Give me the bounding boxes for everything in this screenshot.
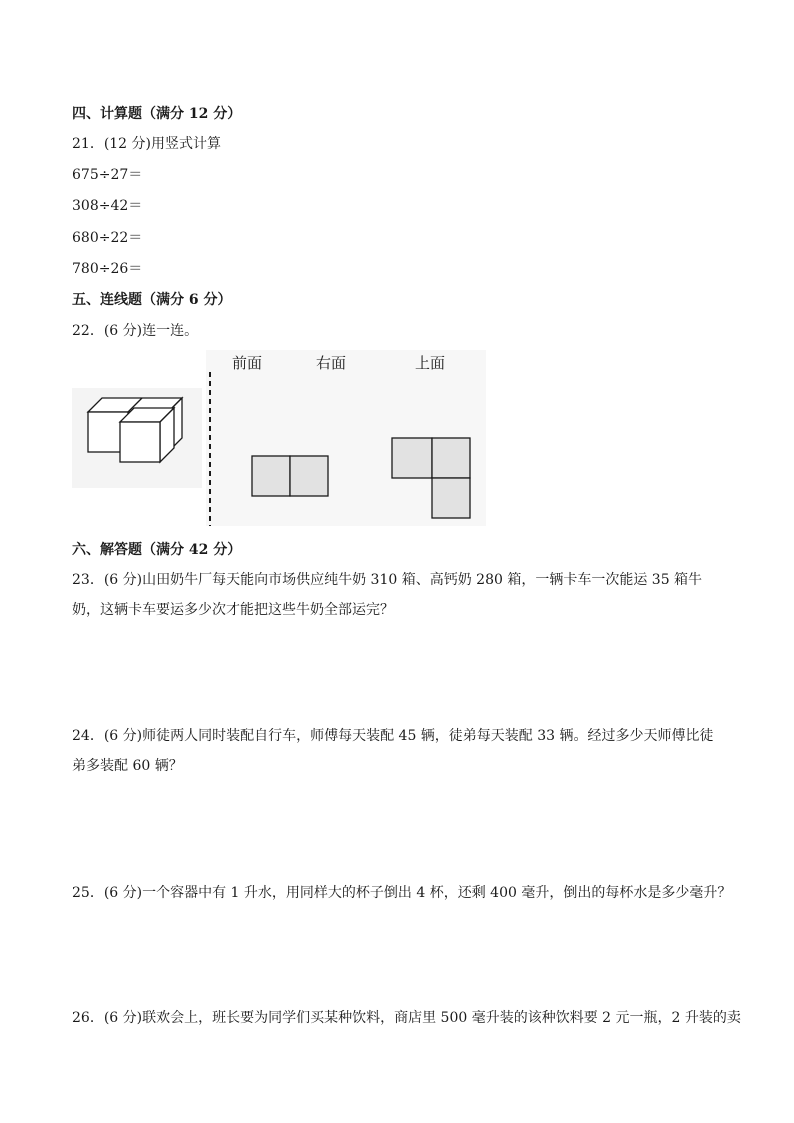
solid-shape — [88, 398, 182, 462]
label-front: 前面 — [232, 354, 263, 372]
q25-text: 25．(6 分)一个容器中有 1 升水，用同样大的杯子倒出 4 杯，还剩 400 毫升，倒出的每杯水是多少毫升？ — [72, 885, 732, 901]
label-right: 右面 — [316, 354, 347, 372]
label-top: 上面 — [415, 354, 446, 372]
front-view-left-square — [252, 456, 290, 496]
section4-title: 四、计算题（满分 12 分） — [72, 106, 242, 122]
section6-title: 六、解答题（满分 42 分） — [72, 542, 242, 558]
q21-expr-2: 308÷42＝ — [72, 198, 143, 214]
q22-figure — [72, 350, 486, 526]
q21-expr-1: 675÷27＝ — [72, 167, 143, 183]
top-view-square-2 — [432, 438, 470, 478]
section5-title: 五、连线题（满分 6 分） — [72, 292, 232, 308]
q21-expr-4: 780÷26＝ — [72, 261, 143, 277]
q21-expr-3: 680÷22＝ — [72, 230, 143, 246]
q22-prompt: 22．(6 分)连一连。 — [72, 323, 199, 339]
q23-text: 23．(6 分)山田奶牛厂每天能向市场供应纯牛奶 310 箱、高钙奶 280 箱，一辆卡车一次能运 35 箱牛奶，这辆卡车要运多少次才能把这些牛奶全部运完？ — [72, 572, 703, 618]
q26-text: 26．(6 分)联欢会上，班长要为同学们买某种饮料，商店里 500 毫升装的该种饮料要 2 元一瓶，2 升装的卖 — [72, 1010, 741, 1026]
view-front-shape — [252, 456, 328, 496]
front-view-right-square — [290, 456, 328, 496]
q21-prompt: 21．(12 分)用竖式计算 — [72, 136, 222, 152]
q24-text: 24．(6 分)师徒两人同时装配自行车，师傅每天装配 45 辆，徒弟每天装配 33 辆。经过多少天师傅比徒弟多装配 60 辆？ — [72, 728, 714, 774]
top-view-square-3 — [432, 478, 470, 518]
q22-figure-svg — [72, 350, 486, 526]
front-front-face — [120, 422, 160, 462]
top-view-square-1 — [392, 438, 432, 478]
